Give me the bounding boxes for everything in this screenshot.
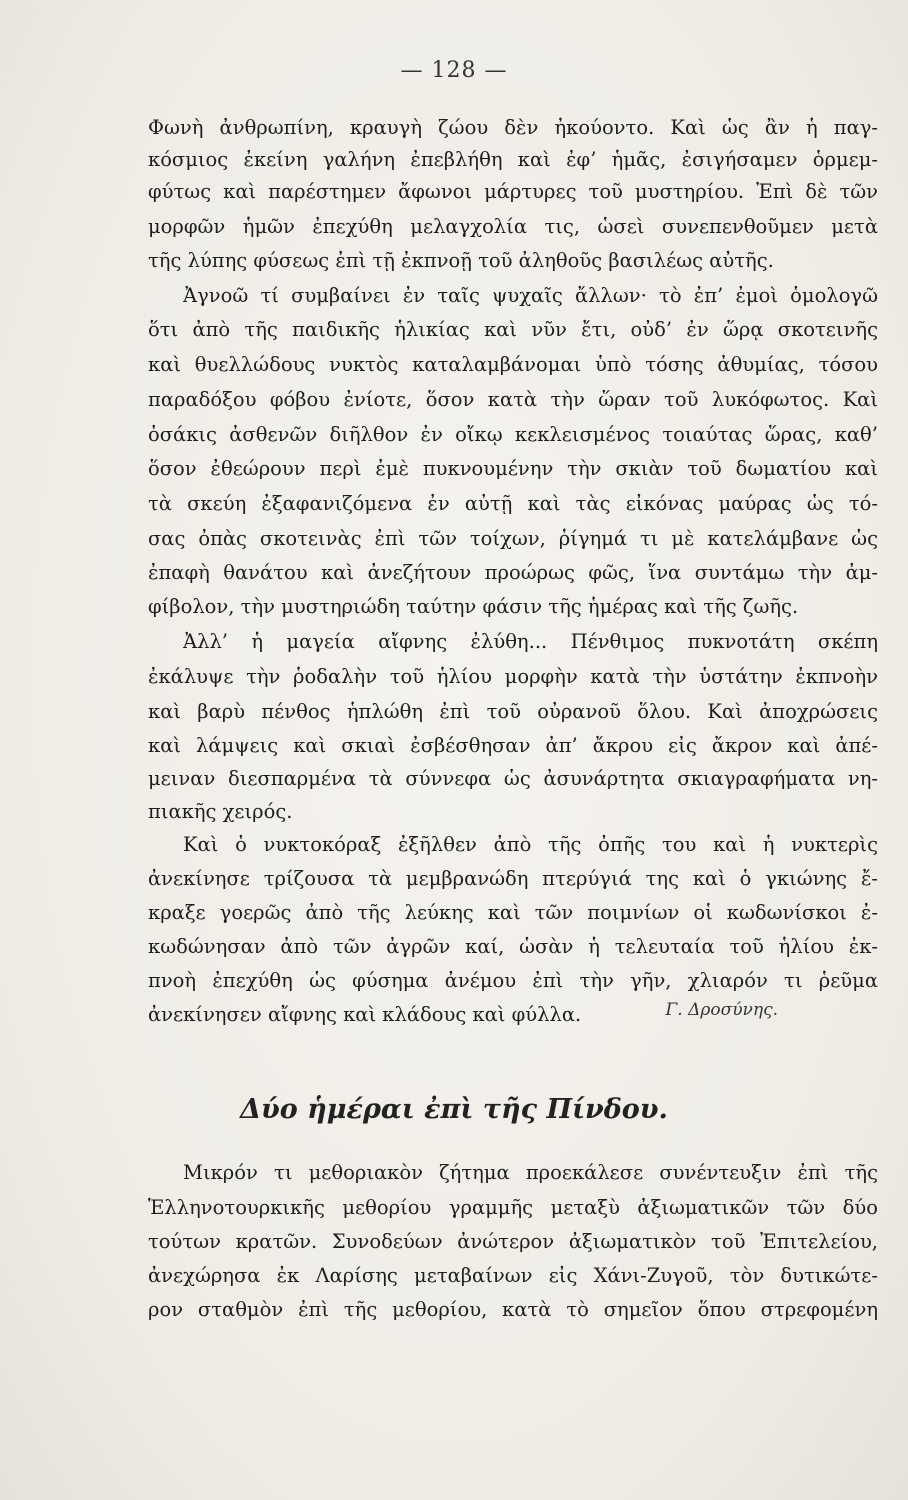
- author-signature: Γ. Δροσύνης.: [665, 1000, 778, 1020]
- text-line: Ἀλλ’ ἡ μαγεία αἴφνης ἐλύθη... Πένθιμος πυκνοτάτη σκέπη: [183, 630, 878, 653]
- text-line: Ἀγνοῶ τί συμβαίνει ἐν ταῖς ψυχαῖς ἄλλων· τὸ ἐπ’ ἐμοὶ ὁμολογῶ: [183, 284, 878, 307]
- text-line: ἀνεχώρησα ἐκ Λαρίσης μεταβαίνων εἰς Χάνι-Ζυγοῦ, τὸν δυτικώτε-: [148, 1264, 878, 1287]
- text-line: τούτων κρατῶν. Συνοδεύων ἀνώτερον ἀξιωματικὸν τοῦ Ἐπιτελείου,: [148, 1230, 878, 1253]
- page-number: — 128 —: [400, 58, 508, 83]
- text-line: σας ὀπὰς σκοτεινὰς ἐπὶ τῶν τοίχων, ῥίγημά τι μὲ κατελάμβανε ὡς: [148, 527, 878, 550]
- text-line: ἐπαφὴ θανάτου καὶ ἀνεζήτουν προώρως φῶς, ἵνα συντάμω τὴν ἀμ-: [148, 561, 878, 584]
- text-line: κραξε γοερῶς ἀπὸ τῆς λεύκης καὶ τῶν ποιμνίων οἱ κωδωνίσκοι ἐ-: [148, 901, 878, 924]
- text-line: ὅσον ἐθεώρουν περὶ ἐμὲ πυκνουμένην τὴν σκιὰν τοῦ δωματίου καὶ: [148, 457, 878, 480]
- text-line: καὶ βαρὺ πένθος ἡπλώθη ἐπὶ τοῦ οὐρανοῦ ὅλου. Καὶ ἀποχρώσεις: [148, 700, 878, 723]
- text-line: φύτως καὶ παρέστημεν ἄφωνοι μάρτυρες τοῦ μυστηρίου. Ἐπὶ δὲ τῶν: [148, 180, 878, 203]
- text-line: ὅτι ἀπὸ τῆς παιδικῆς ἡλικίας καὶ νῦν ἔτι, οὐδ’ ἐν ὥρᾳ σκοτεινῆς: [148, 318, 878, 341]
- text-line: πιακῆς χειρός.: [148, 800, 293, 823]
- text-line: Καὶ ὁ νυκτοκόραξ ἐξῆλθεν ἀπὸ τῆς ὀπῆς του καὶ ἡ νυκτερὶς: [183, 833, 878, 856]
- text-line: κωδώνησαν ἀπὸ τῶν ἀγρῶν καί, ὡσὰν ἡ τελευταία τοῦ ἡλίου ἐκ-: [148, 935, 878, 958]
- section-heading: Δύο ἡμέραι ἐπὶ τῆς Πίνδου.: [240, 1094, 668, 1125]
- text-line: τῆς λύπης φύσεως ἐπὶ τῇ ἐκπνοῇ τοῦ ἀληθοῦς βασιλέως αὐτῆς.: [148, 249, 774, 272]
- text-line: μειναν διεσπαρμένα τὰ σύννεφα ὡς ἀσυνάρτητα σκιαγραφήματα νη-: [148, 767, 878, 790]
- text-line: ὁσάκις ἀσθενῶν διῆλθον ἐν οἴκῳ κεκλεισμένος τοιαύτας ὥρας, καθ’: [148, 423, 878, 446]
- text-line: παραδόξου φόβου ἐνίοτε, ὅσον κατὰ τὴν ὥραν τοῦ λυκόφωτος. Καὶ: [148, 388, 878, 411]
- text-line: φίβολον, τὴν μυστηριώδη ταύτην φάσιν τῆς ἡμέρας καὶ τῆς ζωῆς.: [148, 595, 799, 618]
- text-line: μορφῶν ἡμῶν ἐπεχύθη μελαγχολία τις, ὡσεὶ συνεπενθοῦμεν μετὰ: [148, 215, 878, 238]
- text-line: Μικρόν τι μεθοριακὸν ζήτημα προεκάλεσε συνέντευξιν ἐπὶ τῆς: [183, 1161, 878, 1184]
- text-line: τὰ σκεύη ἐξαφανιζόμενα ἐν αὐτῇ καὶ τὰς εἰκόνας μαύρας ὡς τό-: [148, 492, 878, 515]
- text-line: ἐκάλυψε τὴν ῥοδαλὴν τοῦ ἡλίου μορφὴν κατὰ τὴν ὑστάτην ἐκπνοὴν: [148, 665, 878, 688]
- text-line: καὶ λάμψεις καὶ σκιαὶ ἐσβέσθησαν ἀπ’ ἄκρου εἰς ἄκρον καὶ ἀπέ-: [148, 734, 878, 757]
- text-line: ἀνεκίνησεν αἴφνης καὶ κλάδους καὶ φύλλα.: [148, 1003, 582, 1026]
- text-line: κόσμιος ἐκείνη γαλήνη ἐπεβλήθη καὶ ἐφ’ ἡμᾶς, ἐσιγήσαμεν ὁρμεμ-: [148, 148, 878, 171]
- text-line: πνοὴ ἐπεχύθη ὡς φύσημα ἀνέμου ἐπὶ τὴν γῆν, χλιαρόν τι ῥεῦμα: [148, 969, 878, 992]
- text-line: Ἑλληνοτουρκικῆς μεθορίου γραμμῆς μεταξὺ ἀξιωματικῶν τῶν δύο: [148, 1196, 878, 1219]
- text-line: ρον σταθμὸν ἐπὶ τῆς μεθορίου, κατὰ τὸ σημεῖον ὅπου στρεφομένη: [148, 1298, 878, 1321]
- text-line: ἀνεκίνησε τρίζουσα τὰ μεμβρανώδη πτερύγιά της καὶ ὁ γκιώνης ἔ-: [148, 867, 878, 890]
- text-line: καὶ θυελλώδους νυκτὸς καταλαμβάνομαι ὑπὸ τόσης ἀθυμίας, τόσου: [148, 353, 878, 376]
- text-line: Φωνὴ ἀνθρωπίνη, κραυγὴ ζώου δὲν ἠκούοντο. Καὶ ὡς ἂν ἡ παγ-: [148, 116, 878, 139]
